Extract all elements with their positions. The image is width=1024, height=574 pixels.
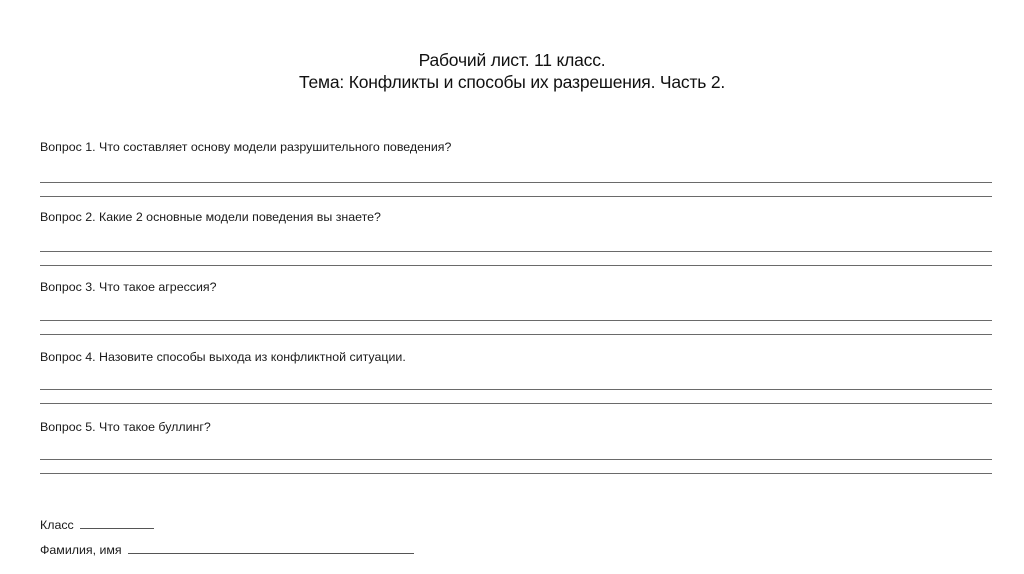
class-label: Класс [40,518,74,532]
question-4-answer-line-2[interactable] [40,403,992,404]
question-3-answer-line-2[interactable] [40,334,992,335]
worksheet-title: Рабочий лист. 11 класс. [418,50,606,70]
question-1-answer-line-1[interactable] [40,182,992,183]
question-2-label: Вопрос 2. Какие 2 основные модели поведения вы знаете? [40,210,381,224]
question-3-answer-line-1[interactable] [40,320,992,321]
name-field [40,543,414,557]
class-field [40,518,154,532]
question-5-answer-line-1[interactable] [40,459,992,460]
worksheet-topic: Тема: Конфликты и способы их разрешения. Часть 2. [298,72,726,92]
question-2-answer-line-1[interactable] [40,251,992,252]
question-3-label: Вопрос 3. Что такое агрессия? [40,280,217,294]
question-5-answer-line-2[interactable] [40,473,992,474]
question-2-answer-line-2[interactable] [40,265,992,266]
question-1-answer-line-2[interactable] [40,196,992,197]
question-4-answer-line-1[interactable] [40,389,992,390]
class-blank[interactable] [80,527,154,529]
question-4-label: Вопрос 4. Назовите способы выхода из конфликтной ситуации. [40,350,406,364]
question-5-label: Вопрос 5. Что такое буллинг? [40,420,211,434]
name-label: Фамилия, имя [40,543,122,557]
question-1-label: Вопрос 1. Что составляет основу модели разрушительного поведения? [40,140,452,154]
name-blank[interactable] [128,552,414,554]
